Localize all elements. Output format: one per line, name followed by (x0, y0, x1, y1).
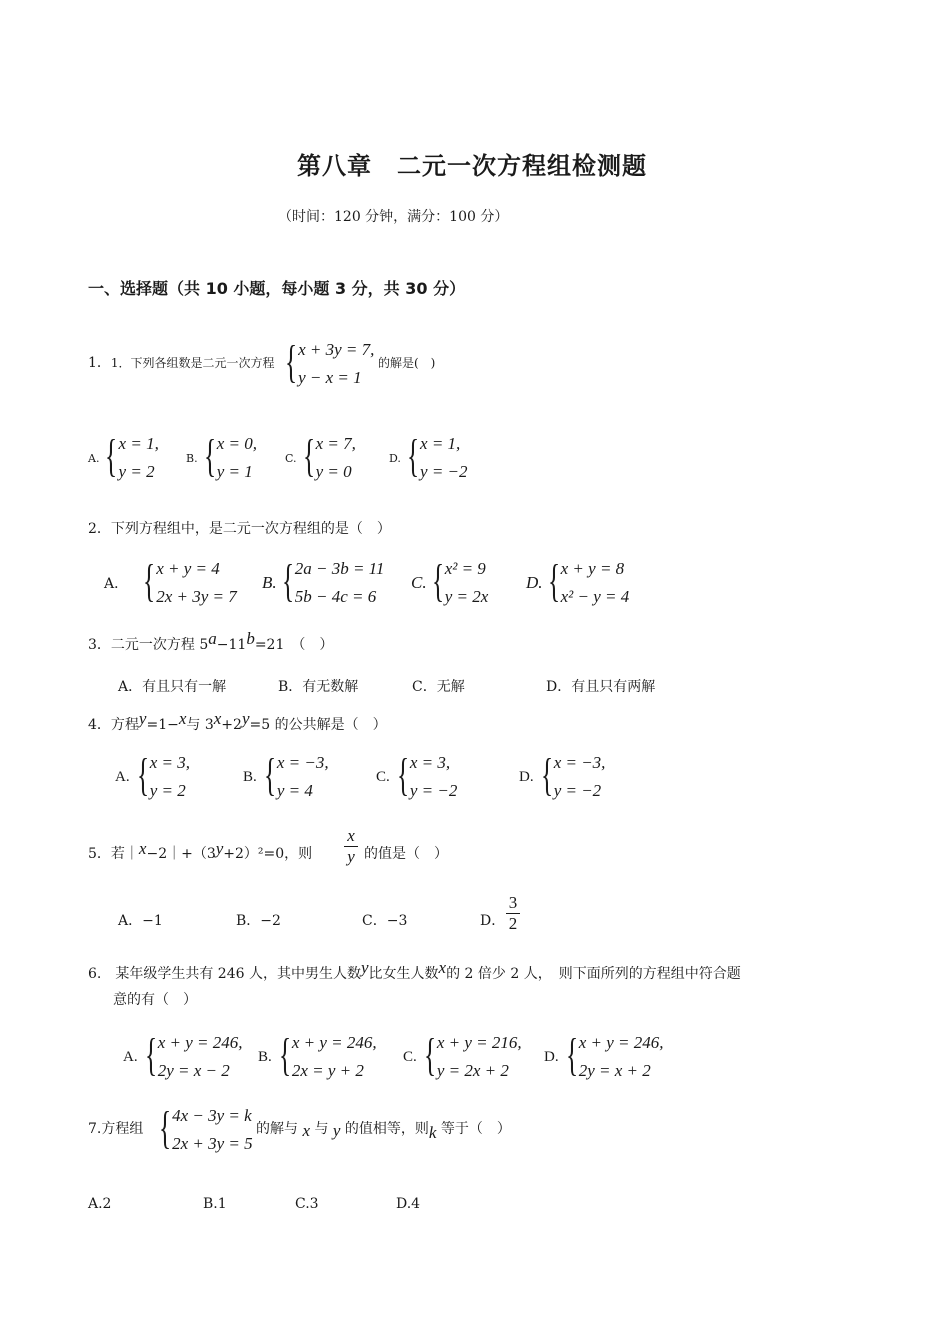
stem-text: 的 2 倍少 2 人， 则下面所列的方程组中符合题 (446, 966, 741, 982)
option-d-fraction[interactable] (506, 893, 520, 934)
option-b[interactable] (258, 1029, 377, 1085)
equation: x = −3, (276, 753, 329, 772)
stem-text: 3．二元一次方程 5 (88, 637, 209, 653)
stem-text: 比女生人数 (368, 966, 439, 982)
brace-icon: { (158, 1102, 172, 1153)
equation: x + y = 216, (436, 1033, 522, 1052)
option-label: A. (123, 1048, 138, 1065)
option-c[interactable] (403, 1029, 522, 1085)
option-c[interactable] (376, 749, 457, 805)
option-c[interactable]: C.3 (295, 1196, 319, 1212)
question-1-stem: 1．1．下列各组数是二元一次方程 (88, 355, 275, 371)
brace-icon: { (565, 1029, 578, 1080)
stem-text: 与 (314, 1121, 329, 1137)
equation: x = −3, (553, 753, 606, 772)
option-b[interactable] (243, 749, 329, 805)
equation: x = 1, (420, 434, 461, 453)
question-7-system (154, 1102, 253, 1158)
stem-text: 5．若｜ (88, 846, 139, 862)
equation: y = 1 (216, 462, 253, 481)
question-1-stem-end: 的解是( ) (378, 356, 436, 370)
variable: y (360, 958, 369, 977)
option-a[interactable] (115, 749, 190, 805)
variable: k (428, 1123, 437, 1142)
equation: y = 2 (149, 781, 186, 800)
option-b[interactable]: B．−2 (236, 913, 281, 929)
option-label: D. (519, 768, 534, 785)
option-a[interactable]: A．−1 (118, 913, 163, 929)
variable: a (208, 629, 217, 648)
option-a[interactable]: A．有且只有一解 (118, 679, 227, 695)
stem-text: =1− (146, 717, 179, 733)
brace-icon: { (281, 555, 294, 606)
question-3-stem (88, 629, 334, 654)
variable: x (178, 709, 187, 728)
equation: y = 0 (315, 462, 352, 481)
option-c[interactable] (411, 555, 488, 611)
option-c[interactable] (285, 430, 356, 486)
stem-text: 的值相等，则 (344, 1121, 429, 1137)
equation: y = −2 (409, 781, 458, 800)
equation: x + y = 4 (156, 559, 220, 578)
equation: 2a − 3b = 11 (294, 559, 385, 578)
equation: 2y = x − 2 (157, 1061, 230, 1080)
variable: y (241, 709, 250, 728)
equation: y = 2x + 2 (436, 1061, 509, 1080)
option-d[interactable]: D.4 (396, 1196, 421, 1212)
equation: x = 0, (216, 434, 257, 453)
option-label: D. (389, 451, 401, 465)
option-label: B. (258, 1048, 272, 1065)
brace-icon: { (143, 555, 156, 606)
question-2-stem: 2．下列方程组中，是二元一次方程组的是（ ） (88, 521, 391, 537)
question-5-stem (88, 839, 313, 863)
variable: x (302, 1121, 310, 1140)
option-d[interactable]: D． (480, 913, 506, 929)
equation: x + y = 246, (578, 1033, 664, 1052)
equation: x + 3y = 7, (298, 340, 375, 359)
stem-text: =5 的公共解是（ ） (249, 717, 387, 733)
brace-icon: { (540, 749, 553, 800)
option-label: B. (262, 573, 277, 592)
section-heading: 一、选择题（共 10 小题，每小题 3 分，共 30 分） (88, 279, 466, 298)
brace-icon: { (278, 1029, 291, 1080)
option-d[interactable] (544, 1029, 663, 1085)
variable: x (138, 839, 147, 858)
fraction-numerator: x (347, 826, 355, 845)
equation: x = 7, (315, 434, 356, 453)
equation: y = 4 (276, 781, 313, 800)
option-b[interactable] (262, 555, 384, 611)
option-a[interactable]: A.2 (88, 1196, 112, 1212)
option-c[interactable]: C．−3 (362, 913, 408, 929)
brace-icon: { (144, 1029, 157, 1080)
stem-text: −11 (216, 637, 247, 653)
brace-icon: { (105, 430, 118, 481)
option-d[interactable]: D．有且只有两解 (546, 679, 656, 695)
option-d[interactable] (519, 749, 605, 805)
equation: y − x = 1 (298, 368, 362, 387)
fraction-denominator: y (347, 847, 355, 866)
option-label: B. (186, 451, 198, 465)
fraction-numerator: 3 (508, 893, 518, 912)
option-b[interactable]: B．有无数解 (278, 679, 359, 695)
stem-text: 等于（ ） (440, 1121, 511, 1137)
equation: 2x + 3y = 7 (156, 587, 237, 606)
option-label: C. (411, 573, 427, 592)
equation: x = 1, (118, 434, 159, 453)
question-4-stem (88, 709, 387, 734)
stem-text: +2）²=0，则 (223, 846, 313, 862)
brace-icon: { (263, 749, 276, 800)
question-1-system (280, 336, 374, 392)
equation: y = −2 (420, 462, 468, 481)
option-label: C. (403, 1048, 417, 1065)
equation: x + y = 246, (157, 1033, 243, 1052)
brace-icon: { (284, 336, 298, 387)
equation: y = 2 (118, 462, 155, 481)
stem-text: 与 3 (186, 717, 214, 733)
option-label: D. (544, 1048, 559, 1065)
stem-text: 6. 某年级学生共有 246 人，其中男生人数 (88, 966, 361, 982)
stem-text: +2 (221, 717, 242, 733)
stem-text: 的解与 (256, 1121, 298, 1137)
equation: 2x + 3y = 5 (172, 1134, 253, 1153)
option-label: A. (88, 451, 100, 465)
equation: x + y = 246, (291, 1033, 377, 1052)
equation: 4x − 3y = k (172, 1106, 252, 1125)
option-label: C. (376, 768, 390, 785)
option-d[interactable] (526, 555, 629, 611)
variable: x (438, 958, 447, 977)
brace-icon: { (136, 749, 149, 800)
equation: x = 3, (149, 753, 190, 772)
question-5-stem-end: 的值是（ ） (364, 846, 448, 862)
brace-icon: { (302, 430, 315, 481)
option-label: C. (285, 451, 297, 465)
page-title: 第八章 二元一次方程组检测题 (297, 152, 647, 180)
question-5-fraction (344, 826, 358, 867)
stem-text: =21 （ ） (254, 637, 334, 653)
equation: x + y = 8 (560, 559, 625, 578)
question-6-stem (88, 958, 741, 983)
option-b[interactable]: B.1 (203, 1196, 227, 1212)
brace-icon: { (406, 430, 420, 481)
brace-icon: { (396, 749, 409, 800)
equation: x² − y = 4 (560, 587, 630, 606)
stem-text: −2｜+（3 (146, 846, 216, 862)
fraction-denominator: 2 (508, 914, 518, 933)
question-6-stem-line2: 意的有（ ） (113, 992, 197, 1008)
variable: y (332, 1121, 341, 1140)
option-c[interactable]: C．无解 (412, 679, 465, 695)
question-7-stem-start: 7.方程组 (88, 1121, 144, 1137)
equation: y = 2x (444, 587, 489, 606)
exam-info: （时间：120 分钟，满分：100 分） (278, 209, 509, 225)
brace-icon: { (203, 430, 216, 481)
equation: y = −2 (553, 781, 602, 800)
variable: y (215, 839, 224, 858)
equation: 2y = x + 2 (578, 1061, 651, 1080)
option-label: D. (526, 573, 543, 592)
option-a[interactable] (104, 555, 237, 611)
variable: b (246, 629, 255, 648)
question-7-stem-end (256, 1118, 511, 1142)
equation: 5b − 4c = 6 (294, 587, 377, 606)
brace-icon: { (431, 555, 444, 606)
equation: x = 3, (409, 753, 451, 772)
option-label: B. (243, 768, 257, 785)
option-a[interactable] (123, 1029, 242, 1085)
brace-icon: { (423, 1029, 436, 1080)
question-1-stem-text: 1．下列各组数是二元一次方程 (110, 356, 275, 370)
option-d[interactable] (389, 430, 468, 486)
stem-text: 4．方程 (88, 717, 139, 733)
option-b[interactable] (186, 430, 257, 486)
option-label: A. (115, 768, 130, 785)
brace-icon: { (547, 555, 560, 606)
variable: x (213, 709, 222, 728)
equation: 2x = y + 2 (291, 1061, 364, 1080)
equation: x² = 9 (444, 559, 486, 578)
option-a[interactable] (88, 430, 159, 486)
option-label: A． (104, 576, 129, 592)
variable: y (138, 709, 147, 728)
